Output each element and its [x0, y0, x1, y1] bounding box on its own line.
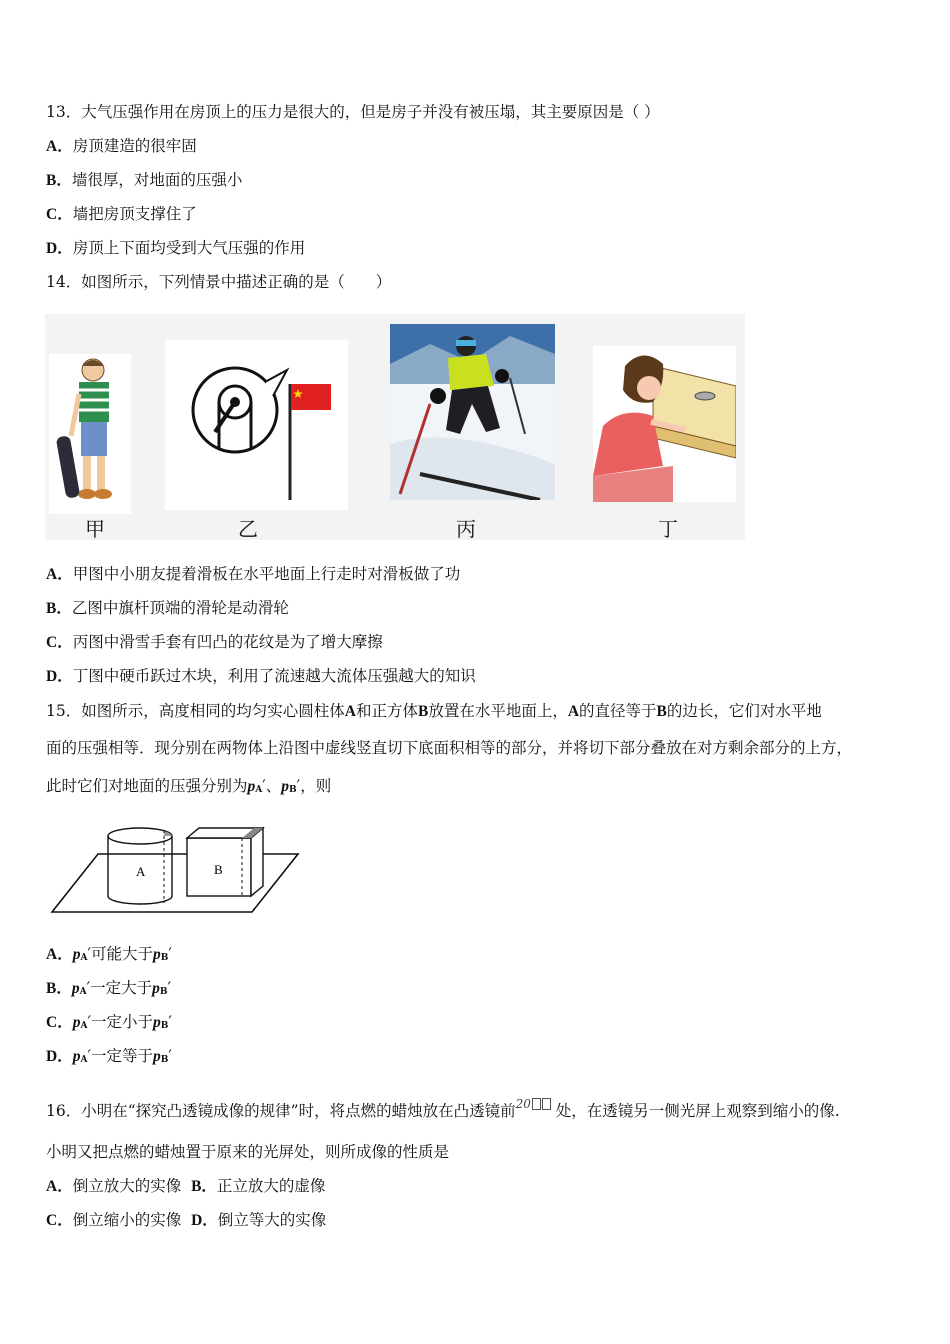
prime: ′	[87, 945, 91, 963]
option-label: C．	[46, 1212, 73, 1229]
q16-text: 16．小明在“探究凸透镜成像的规律”时，将点燃的蜡烛放在凸透镜前	[46, 1102, 516, 1120]
distance-value: 20	[515, 1097, 531, 1111]
option-label: A．	[46, 566, 73, 583]
option-text: 倒立放大的实像	[72, 1177, 182, 1195]
option-label: A．	[46, 946, 73, 963]
q16-options-row1	[46, 1175, 325, 1198]
pressure-symbol: p	[152, 946, 161, 963]
q15-text: 的直径等于	[579, 702, 657, 720]
option-label: B．	[46, 980, 72, 997]
pressure-symbol: p	[152, 980, 160, 997]
q14-option-b[interactable]	[46, 597, 289, 620]
option-label: B．	[46, 172, 72, 189]
option-text: 房顶上下面均受到大气压强的作用	[72, 239, 306, 257]
q15-option-b[interactable]	[46, 977, 171, 1003]
subscript-a: A	[80, 1055, 88, 1065]
missing-glyph-box	[542, 1098, 551, 1110]
subscript-b: B	[159, 987, 168, 997]
missing-glyph-box	[532, 1098, 541, 1110]
q15-text: 此时它们对地面的压强分别为	[46, 777, 248, 795]
option-label: B．	[46, 600, 72, 617]
option-text: 丙图中滑雪手套有凹凸的花纹是为了增大摩擦	[72, 633, 383, 651]
q15-stem-line1	[46, 700, 822, 723]
option-label: A．	[46, 1178, 73, 1195]
q15-text: 和正方体	[355, 702, 418, 720]
flagpole-pulley-image	[165, 340, 348, 510]
option-label: D．	[46, 668, 73, 685]
figure-label-a: A	[136, 864, 146, 879]
q15-number: 15．	[46, 702, 82, 720]
prime: ′	[262, 777, 266, 795]
q13-option-a[interactable]	[46, 135, 197, 158]
q15-text: 如图所示，高度相同的均匀实心圆柱体	[81, 702, 345, 720]
q15-option-c[interactable]	[46, 1011, 172, 1037]
q15-figure	[46, 818, 306, 922]
option-text: 乙图中旗杆顶端的滑轮是动滑轮	[71, 599, 289, 617]
q13-option-b[interactable]	[46, 169, 242, 192]
subscript-b: B	[160, 1021, 169, 1031]
prime: ′	[87, 1047, 91, 1065]
pressure-symbol: p	[72, 946, 81, 963]
pressure-symbol: p	[281, 778, 290, 795]
skier-image	[390, 324, 555, 500]
prime: ′	[168, 945, 172, 963]
option-text: 墙很厚，对地面的压强小	[71, 171, 243, 189]
option-text: 一定等于	[90, 1047, 153, 1065]
q15-text: ，则	[300, 777, 332, 795]
option-label: A．	[46, 138, 73, 155]
prime: ′	[87, 1013, 91, 1031]
q15-stem-line3	[46, 775, 331, 801]
q14-option-d[interactable]	[46, 665, 476, 688]
option-text: 倒立缩小的实像	[72, 1211, 182, 1229]
cylinder-cube-diagram	[46, 818, 306, 918]
caption-yi: 乙	[238, 517, 258, 541]
q15-stem-line2: 面的压强相等．现分别在两物体上沿图中虚线竖直切下底面积相等的部分，并将切下部分叠放在对方剩余部分的上方，	[46, 739, 853, 757]
q13-option-d[interactable]	[46, 237, 305, 260]
option-text: 墙把房顶支撑住了	[72, 205, 197, 223]
q16-option-b[interactable]	[191, 1177, 325, 1195]
option-label: C．	[46, 206, 73, 223]
q14-option-a[interactable]	[46, 563, 460, 586]
q16-text: 处，在透镜另一侧光屏上观察到缩小的像.	[555, 1102, 840, 1120]
caption-ding: 丁	[658, 517, 678, 541]
symbol-b: B	[656, 703, 667, 720]
q15-option-a[interactable]	[46, 943, 172, 969]
pressure-symbol: p	[152, 1014, 161, 1031]
option-label: D．	[46, 240, 73, 257]
option-text: 一定大于	[90, 979, 153, 997]
q14-figure	[45, 314, 745, 540]
prime: ′	[296, 777, 301, 795]
subscript-b: B	[160, 1055, 169, 1065]
subscript-b: B	[289, 785, 297, 795]
pressure-symbol: p	[72, 1048, 81, 1065]
subscript-a: A	[80, 953, 88, 963]
boy-with-skateboard-image	[49, 354, 131, 514]
q16-option-a[interactable]	[46, 1177, 181, 1195]
q13-option-c[interactable]	[46, 203, 197, 226]
separator: 、	[265, 777, 282, 795]
option-label: D．	[46, 1048, 73, 1065]
subscript-b: B	[160, 953, 169, 963]
option-text: 倒立等大的实像	[217, 1211, 327, 1229]
subscript-a: A	[80, 1021, 88, 1031]
pressure-symbol: p	[71, 980, 80, 997]
caption-jia: 甲	[85, 517, 105, 541]
q14-option-c[interactable]	[46, 631, 383, 654]
girl-blowing-coin-image	[593, 346, 736, 502]
q15-option-d[interactable]	[46, 1045, 172, 1071]
symbol-a: A	[344, 703, 356, 720]
prime: ′	[168, 1047, 172, 1065]
pressure-symbol: p	[152, 1048, 161, 1065]
option-text: 正立放大的虚像	[216, 1177, 326, 1195]
subscript-a: A	[255, 785, 263, 795]
q15-text: 放置在水平地面上，	[428, 702, 568, 720]
q16-options-row2	[46, 1209, 326, 1232]
q13-stem: 13．大气压强作用在房顶上的压力是很大的，但是房子并没有被压塌，其主要原因是（ ）	[46, 103, 660, 121]
option-text: 甲图中小朋友提着滑板在水平地面上行走时对滑板做了功	[72, 565, 461, 583]
option-label: B．	[191, 1178, 217, 1195]
prime: ′	[167, 979, 172, 997]
subscript-a: A	[79, 987, 87, 997]
option-label: C．	[46, 634, 73, 651]
option-label: D．	[191, 1212, 218, 1229]
caption-bing: 丙	[456, 517, 476, 541]
pressure-symbol: p	[72, 1014, 81, 1031]
option-label: C．	[46, 1014, 73, 1031]
option-text: 房顶建造的很牢固	[72, 137, 197, 155]
symbol-a: A	[567, 703, 580, 720]
figure-label-b: B	[214, 862, 223, 877]
prime: ′	[86, 979, 91, 997]
q16-option-c[interactable]	[46, 1211, 181, 1229]
option-text: 可能大于	[90, 945, 153, 963]
option-text: 丁图中硬币跃过木块，利用了流速越大流体压强越大的知识	[72, 667, 476, 685]
q16-stem-line1	[46, 1093, 840, 1122]
symbol-b: B	[417, 703, 429, 720]
q16-option-d[interactable]	[191, 1211, 326, 1229]
option-text: 一定小于	[90, 1013, 153, 1031]
q16-stem-line2: 小明又把点燃的蜡烛置于原来的光屏处，则所成像的性质是	[46, 1143, 450, 1161]
pressure-symbol: p	[247, 778, 256, 795]
prime: ′	[168, 1013, 172, 1031]
q14-stem: 14．如图所示，下列情景中描述正确的是（ ）	[46, 273, 392, 291]
q15-text: 的边长，它们对水平地	[666, 702, 822, 720]
